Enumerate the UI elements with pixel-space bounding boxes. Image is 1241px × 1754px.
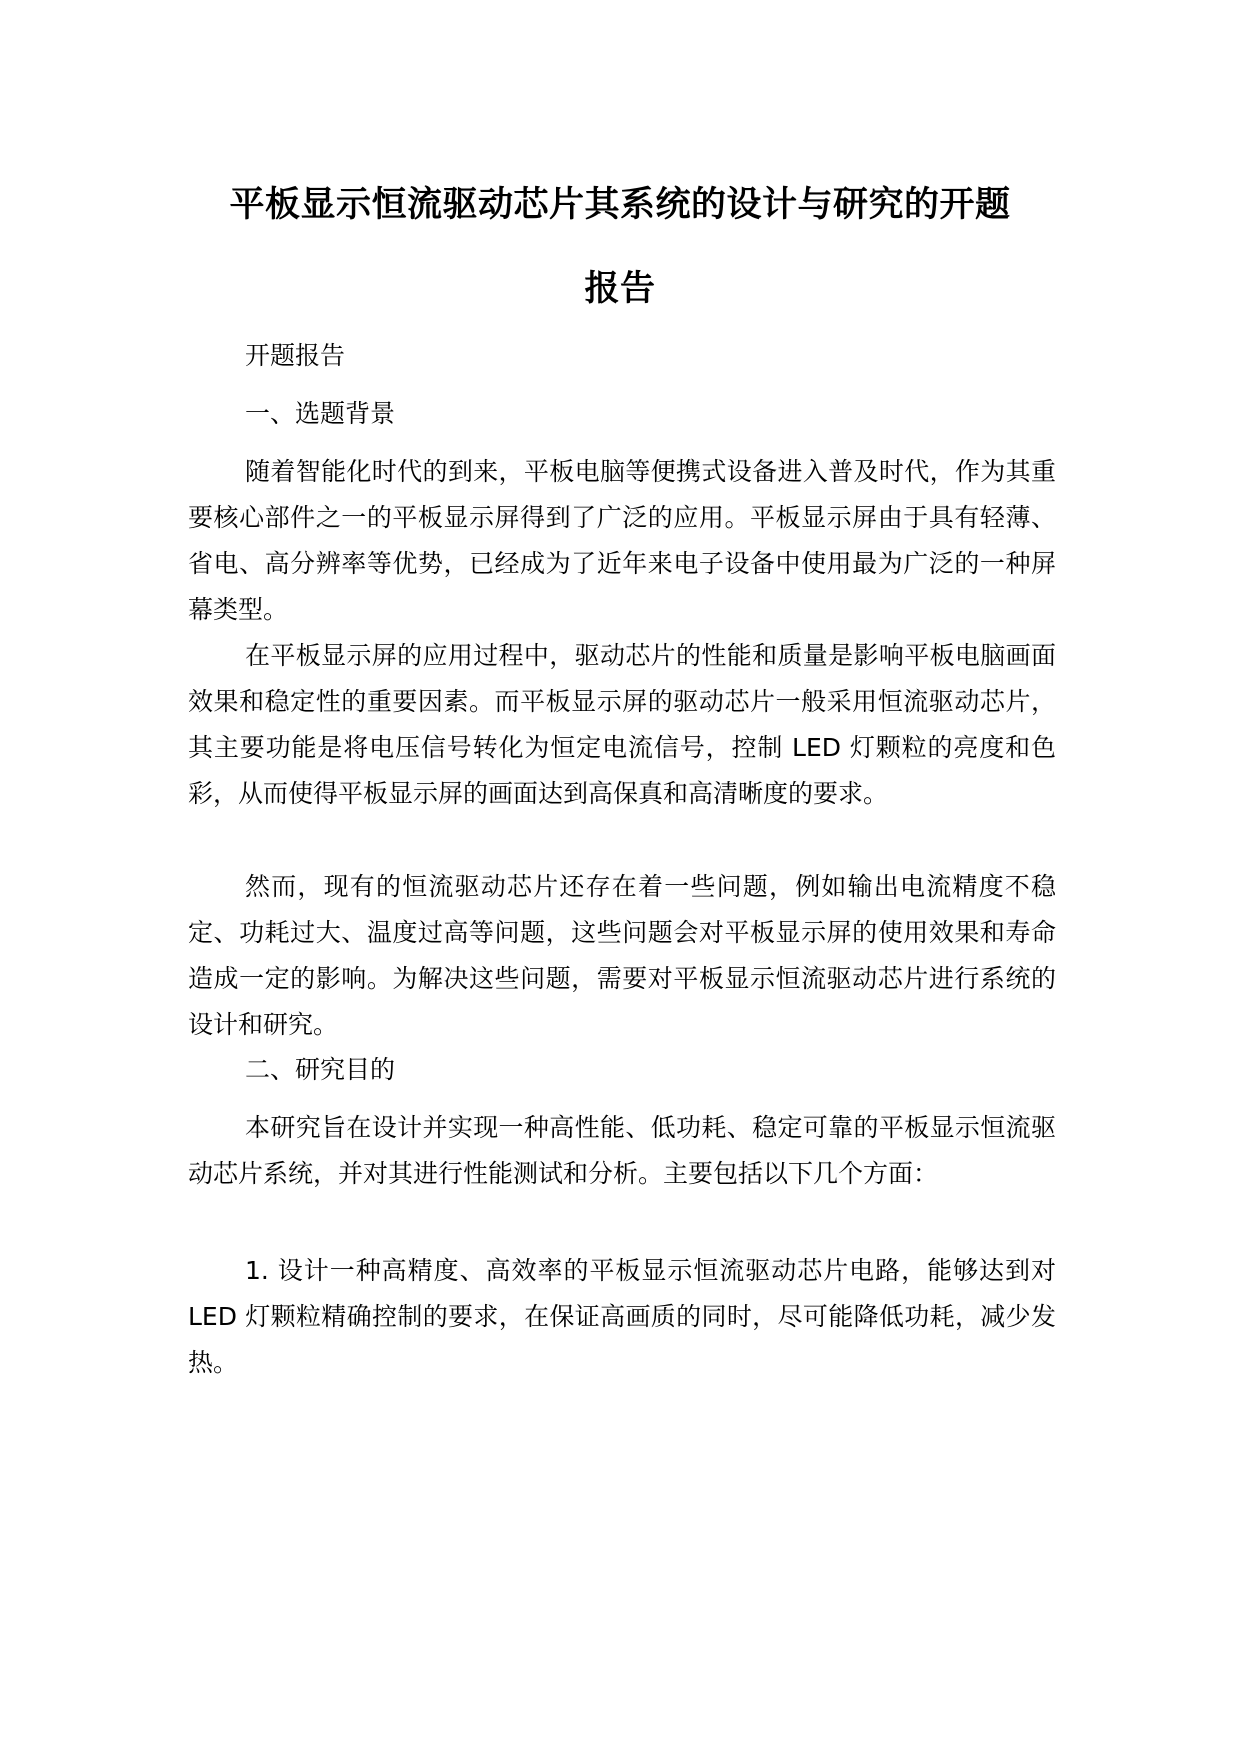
paragraph-background-2: 在平板显示屏的应用过程中，驱动芯片的性能和质量是影响平板电脑画面效果和稳定性的重要因素。而平板显示屏的驱动芯片一般采用恒流驱动芯片，其主要功能是将电压信号转化为恒定电流信号，控制 LED 灯颗粒的亮度和色彩，从而使得平板显示屏的画面达到高保真和高清晰度的要求。 [188, 641, 1056, 808]
paragraph-background-3: 然而，现有的恒流驱动芯片还存在着一些问题，例如输出电流精度不稳定、功耗过大、温度过高等问题，这些问题会对平板显示屏的使用效果和寿命造成一定的影响。为解决这些问题，需要对平板显示恒流驱动芯片进行系统的设计和研究。 [188, 872, 1056, 1039]
heading-background: 一、选题背景 [245, 399, 396, 428]
paragraph-purpose-intro: 本研究旨在设计并实现一种高性能、低功耗、稳定可靠的平板显示恒流驱动芯片系统，并对其进行性能测试和分析。主要包括以下几个方面： [188, 1113, 1056, 1188]
section-label: 开题报告 [245, 341, 346, 370]
paragraph-purpose-item-1: 1. 设计一种高精度、高效率的平板显示恒流驱动芯片电路，能够达到对 LED 灯颗粒精确控制的要求，在保证高画质的同时，尽可能降低功耗，减少发热。 [188, 1256, 1056, 1377]
heading-research-purpose: 二、研究目的 [245, 1055, 396, 1084]
document-title-line-1: 平板显示恒流驱动芯片其系统的设计与研究的开题 [229, 185, 1011, 225]
document-title-line-2: 报告 [584, 269, 656, 309]
paragraph-background-1: 随着智能化时代的到来，平板电脑等便携式设备进入普及时代，作为其重要核心部件之一的平板显示屏得到了广泛的应用。平板显示屏由于具有轻薄、省电、高分辨率等优势，已经成为了近年来电子设备中使用最为广泛的一种屏幕类型。 [188, 457, 1056, 624]
